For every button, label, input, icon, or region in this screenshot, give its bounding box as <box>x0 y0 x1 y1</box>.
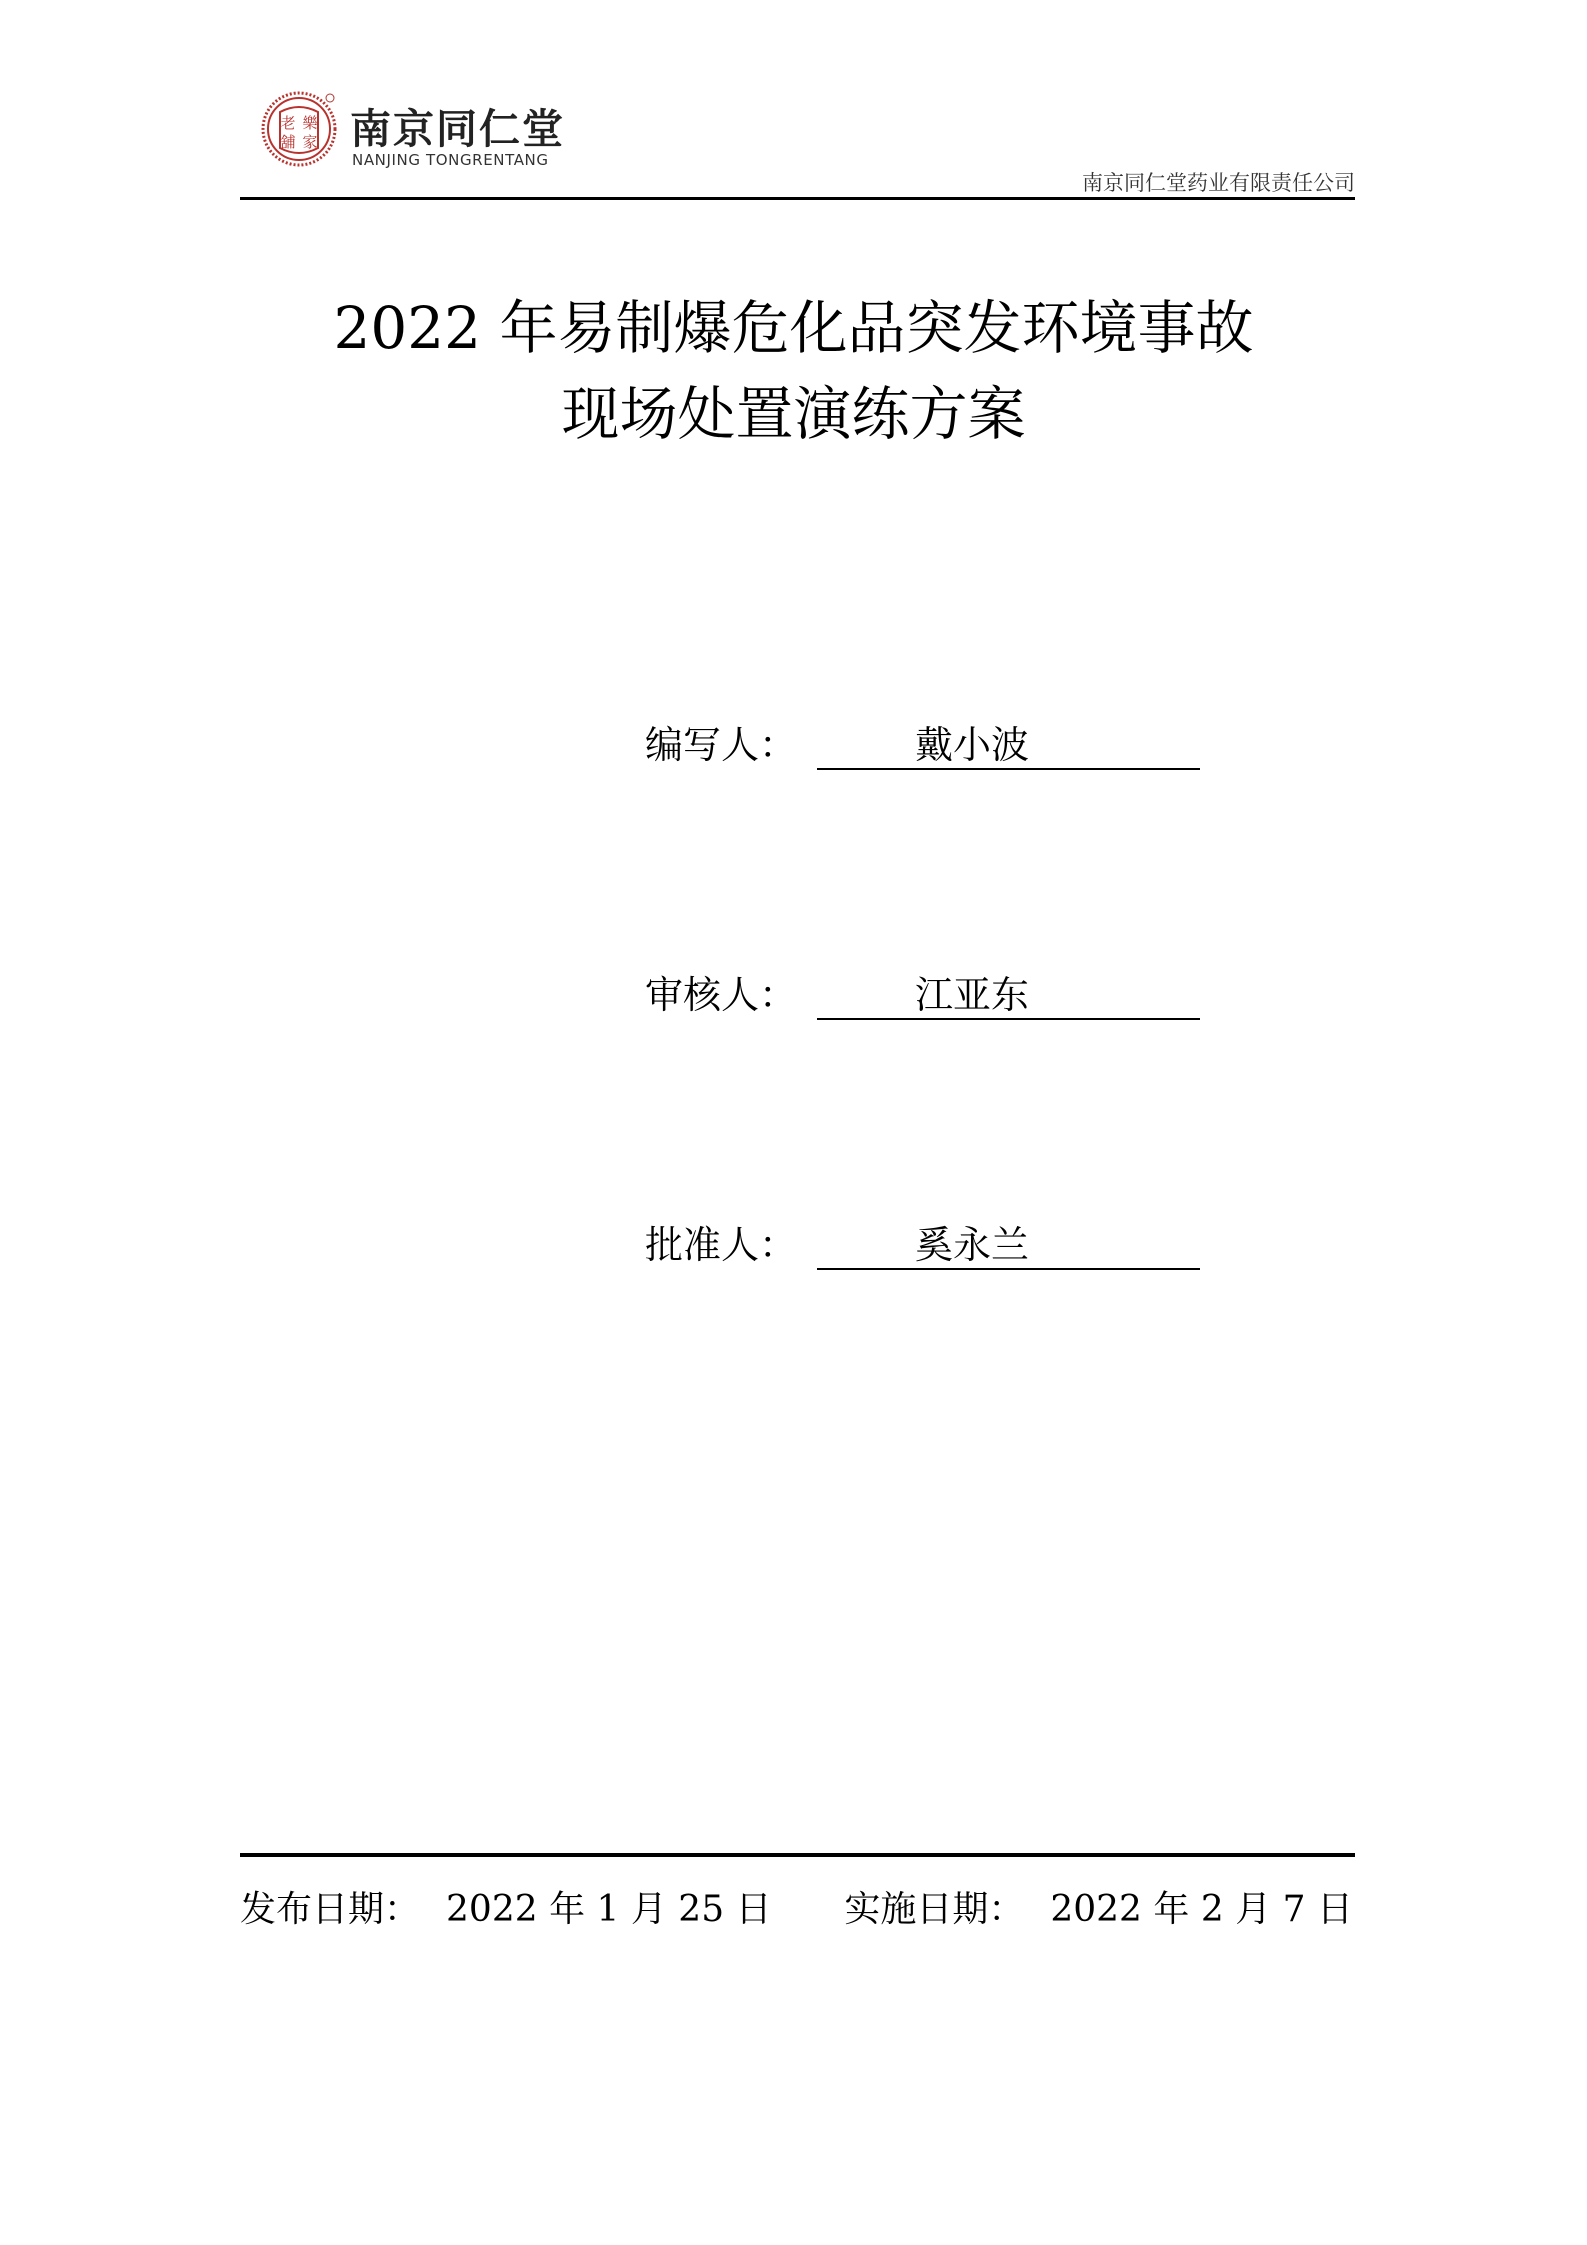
seal-char-3: 舖 <box>280 133 296 151</box>
signature-value: 戴小波 <box>915 723 1030 767</box>
effective-date-block <box>844 1886 1353 1934</box>
signature-value: 江亚东 <box>915 973 1030 1017</box>
seal-char-4: 家 <box>302 133 318 151</box>
document-title <box>0 285 1587 457</box>
publish-date-value: 2022 年 1 月 25 日 <box>446 1889 772 1930</box>
signature-line <box>817 970 1200 1020</box>
document-header <box>0 0 1587 205</box>
footer-divider <box>240 1853 1355 1857</box>
signature-label: 审核人： <box>645 973 798 1017</box>
signature-value: 奚永兰 <box>915 1223 1030 1267</box>
company-logo-english: NANJING TONGRENTANG <box>352 151 549 169</box>
signature-label: 批准人： <box>645 1223 798 1267</box>
effective-date-label: 实施日期： <box>844 1889 1025 1930</box>
title-line-2: 现场处置演练方案 <box>561 380 1026 448</box>
company-seal-logo <box>260 88 338 170</box>
seal-char-1: 老 <box>280 114 296 132</box>
company-name: 南京同仁堂药业有限责任公司 <box>1082 171 1355 195</box>
signature-line <box>817 1220 1200 1270</box>
publish-date-label: 发布日期： <box>240 1889 421 1930</box>
effective-date-value: 2022 年 2 月 7 日 <box>1050 1889 1353 1930</box>
signature-line <box>817 720 1200 770</box>
seal-char-2: 樂 <box>302 114 318 132</box>
signature-label: 编写人： <box>645 723 798 767</box>
company-logo-chinese: 南京同仁堂 <box>350 105 565 153</box>
header-divider <box>240 197 1355 200</box>
publish-date-block <box>240 1886 772 1934</box>
title-line-1: 2022 年易制爆危化品突发环境事故 <box>333 294 1254 362</box>
